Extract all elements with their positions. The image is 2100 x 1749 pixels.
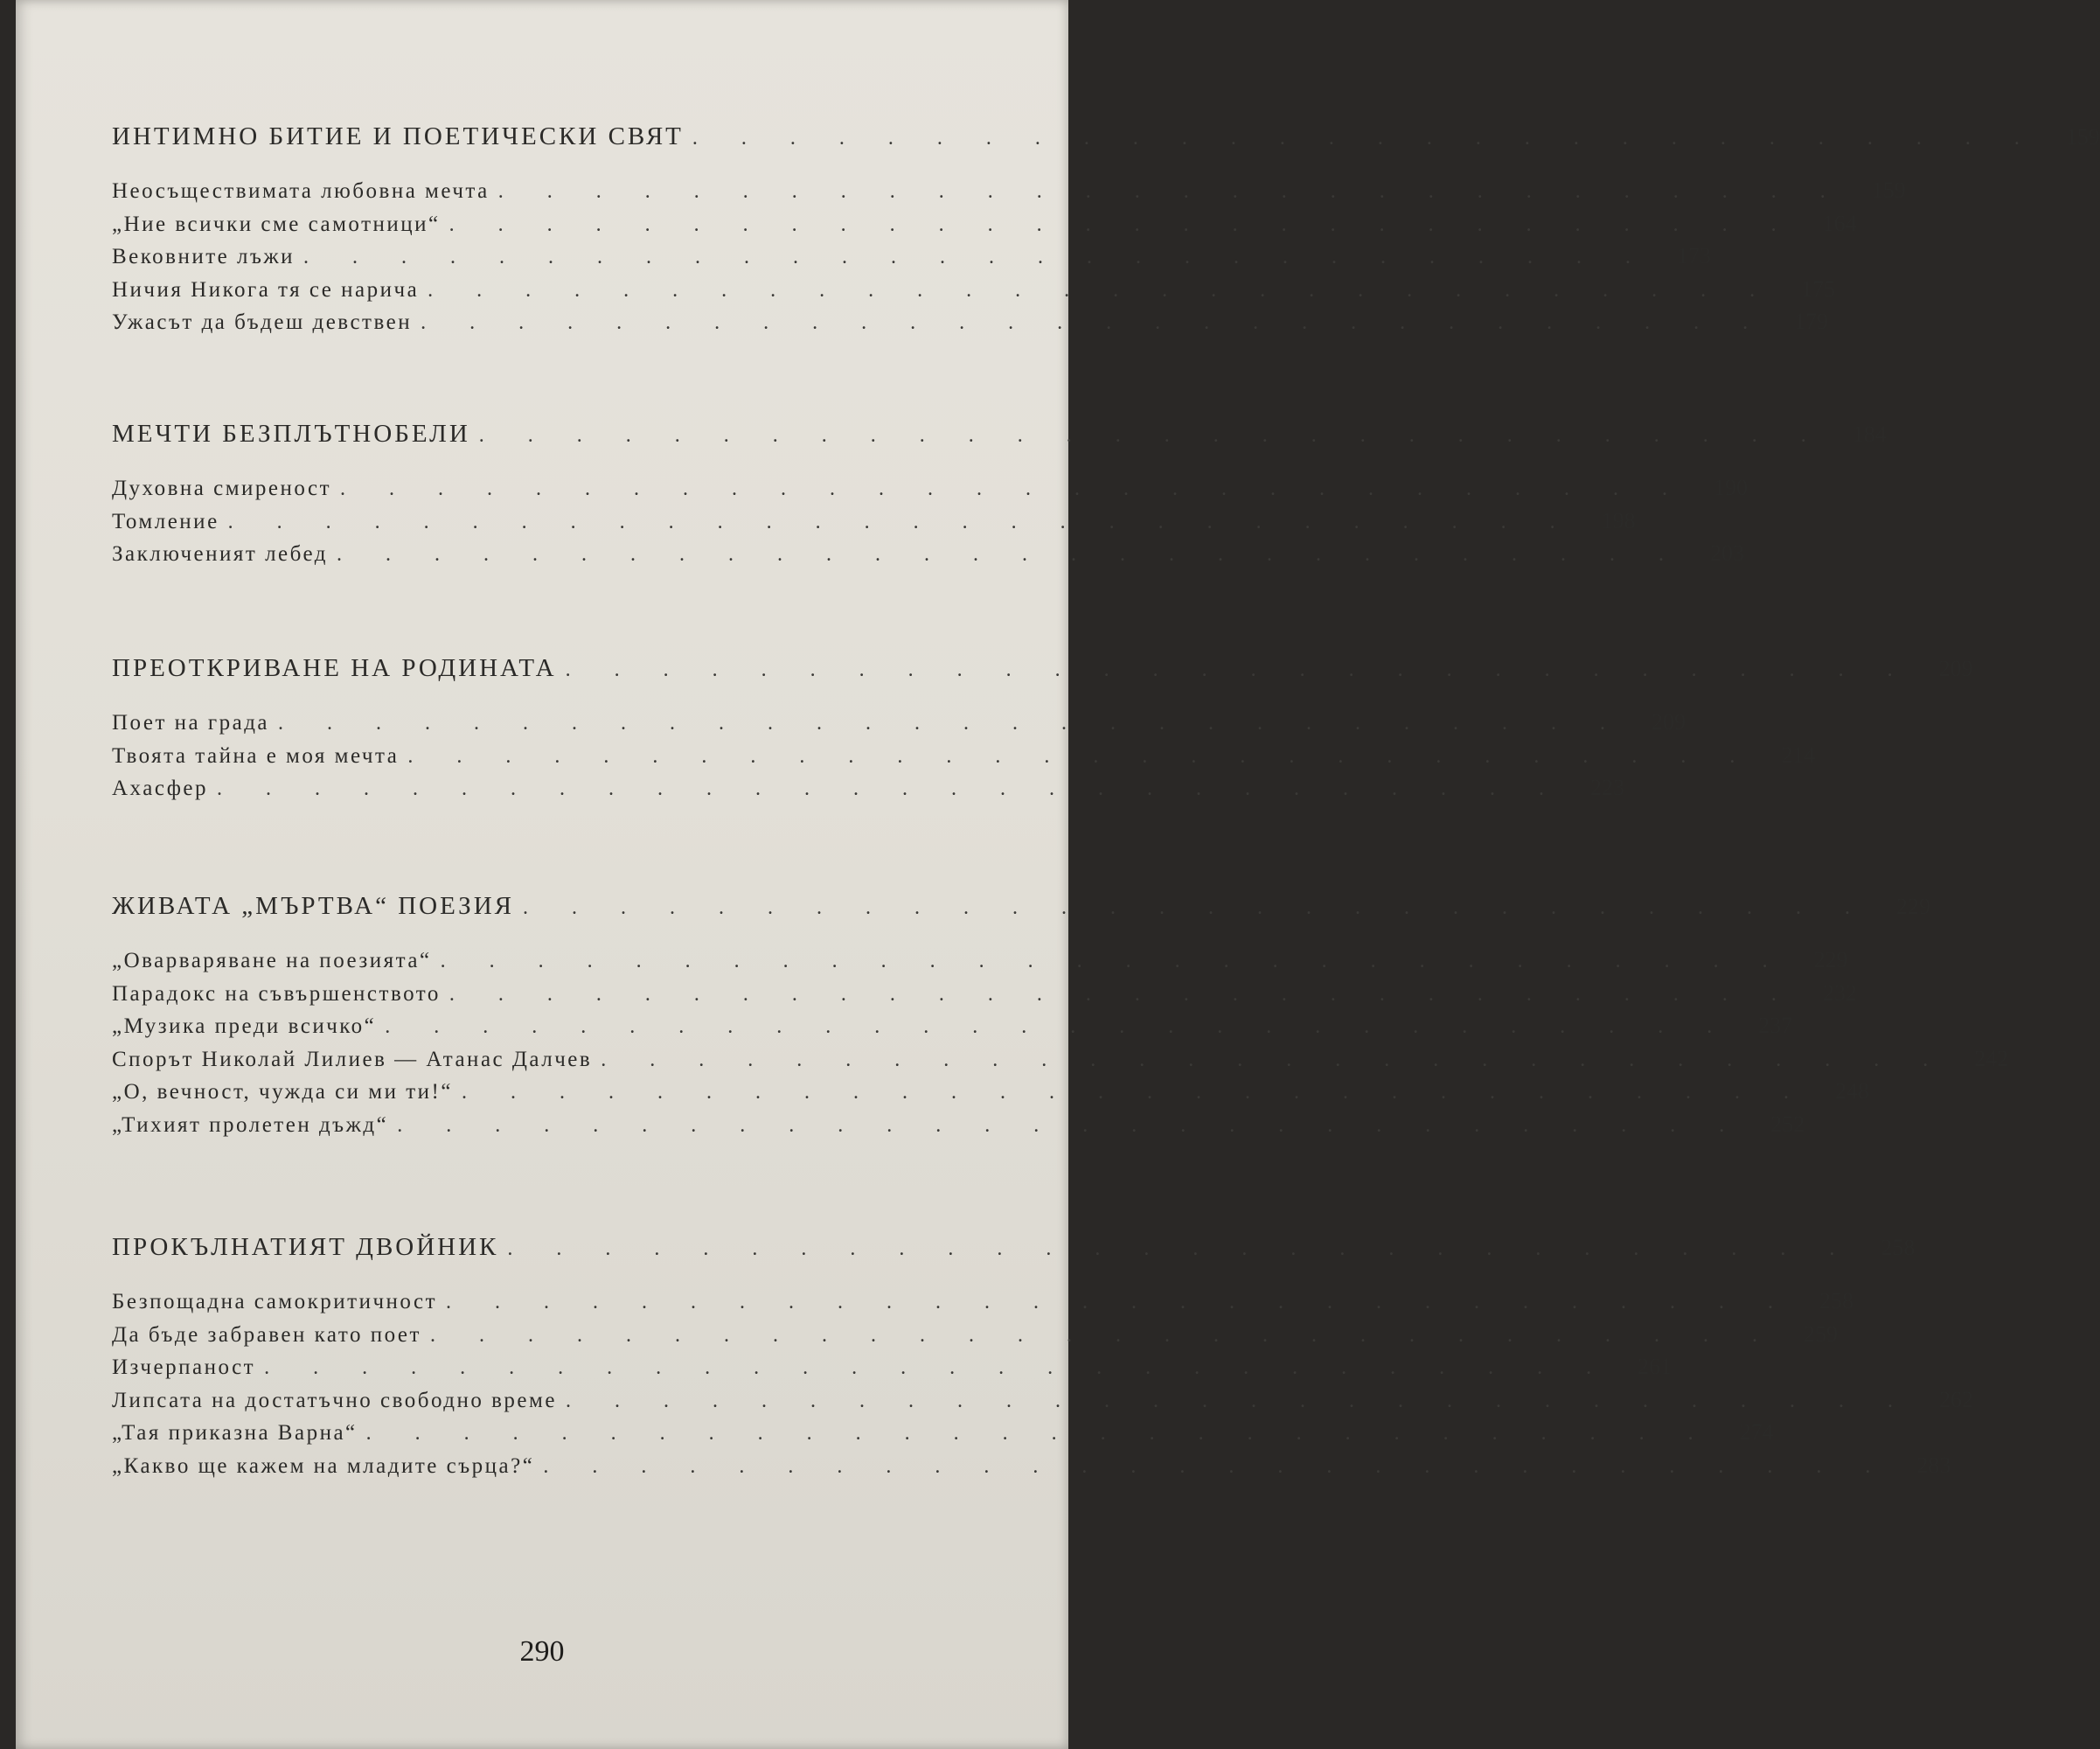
- toc-entry-page: 229: [1813, 947, 1848, 972]
- toc-entry-page: 209: [1651, 709, 1686, 735]
- toc-entry-page: 262: [1938, 1386, 1973, 1412]
- toc-entry-title: Да бъде забравен като поет: [112, 1322, 421, 1347]
- toc-entry-title: Твоята тайна е моя мечта: [112, 743, 400, 768]
- dot-leader: . . . . . . . . . . . . . . . . . . . . . . . . . . . .: [407, 744, 1755, 768]
- toc-entry-page: 283: [1916, 1452, 1951, 1478]
- section-heading-page: 209: [1938, 656, 1973, 681]
- dot-leader: . . . . . . . . . . . . . . . . . . . . . . . . . . . .: [385, 1015, 1732, 1038]
- dot-leader: . . . . . . . . . . . . . . . . . . . . . . . . . . . .: [421, 311, 1768, 334]
- dot-leader: . . . . . . . . . . . . . . . . . . . . . . . . . . . .: [227, 510, 1575, 533]
- toc-entry-title: Ничия Никога тя се нарича: [112, 277, 420, 302]
- toc-entry-title: Парадокс на съвършенството: [112, 981, 441, 1006]
- toc-entry-title: Духовна смиреност: [112, 477, 332, 500]
- toc-entry-title: Неосъществимата любовна мечта: [112, 179, 490, 203]
- dot-leader: . . . . . . . . . . . . . . . . . . . . . . . . . . . .: [565, 658, 1912, 681]
- dot-leader: . . . . . . . . . . . . . . . . . . . . . . . . . . . .: [522, 896, 1869, 919]
- dot-leader: . . . . . . . . . . . . . . . . . . . . . . . . . . . .: [446, 1291, 1793, 1313]
- section-heading-title: МЕЧТИ БЕЗПЛЪТНОБЕЛИ: [112, 420, 470, 448]
- toc-entry-page: 203: [1710, 540, 1745, 566]
- section-heading-title: ПРЕОТКРИВАНЕ НА РОДИНАТА: [112, 654, 557, 682]
- toc-entry-title: „Музика преди всичко“: [112, 1014, 377, 1038]
- toc-entry-title: Спорът Николай Лилиев — Атанас Далчев: [112, 1047, 593, 1071]
- toc-entry-page: 274: [1739, 1419, 1774, 1445]
- dot-leader: . . . . . . . . . . . . . . . . . . . . . . . . . . . .: [449, 982, 1796, 1006]
- dot-leader: . . . . . . . . . . . . . . . . . . . . . . . . . . . .: [397, 1113, 1744, 1137]
- toc-entry: [112, 1354, 1672, 1387]
- toc-entry-page: 259: [1803, 1320, 1838, 1347]
- toc-entry-page: 179: [1794, 309, 1829, 334]
- dot-leader: . . . . . . . . . . . . . . . . . . . . . . . . . . . .: [565, 1389, 1912, 1412]
- section-heading: [112, 122, 2100, 151]
- dot-leader: . . . . . . . . . . . . . . . . . . . . . . . . . . . .: [440, 950, 1787, 972]
- toc-entry: [112, 775, 1625, 808]
- toc-entry-title: Поет на града: [112, 711, 270, 735]
- toc-entry-title: „Ние всички сме самотници“: [112, 212, 441, 236]
- dot-leader: . . . . . . . . . . . . . . . . . . . . . . . . . . . .: [337, 543, 1684, 566]
- toc-section-2: [112, 420, 1887, 574]
- toc-entry-page: 237: [1758, 1013, 1793, 1038]
- dot-leader: . . . . . . . . . . . . . . . . . . . . . . . . . . . .: [461, 1081, 1808, 1104]
- toc-entry-page: 248: [1834, 1078, 1869, 1104]
- toc-entry-title: Ахасфер: [112, 777, 209, 800]
- toc-entry-title: „Тая приказна Варна“: [112, 1421, 358, 1445]
- dot-leader: . . . . . . . . . . . . . . . . . . . . . . . . . . . .: [365, 1422, 1713, 1445]
- toc-entry-page: 164: [1822, 210, 1857, 236]
- toc-entry-title: Изчерпаност: [112, 1355, 256, 1379]
- toc-entry-title: Безпощадна самокритичност: [112, 1290, 438, 1313]
- toc-entry-title: Ужасът да бъдеш девствен: [112, 310, 413, 334]
- dot-leader: . . . . . . . . . . . . . . . . . . . . . . . . . . . .: [278, 712, 1625, 735]
- section-heading-page: 258: [1881, 1235, 1916, 1260]
- dot-leader: . . . . . . . . . . . . . . . . . . . . . . . . . . . .: [429, 1323, 1777, 1347]
- toc-entry-page: 173: [1677, 243, 1712, 268]
- dot-leader: . . . . . . . . . . . . . . . . . . . . . . . . . . . .: [692, 127, 2039, 150]
- section-heading-title: ПРОКЪЛНАТИЯТ ДВОЙНИК: [112, 1233, 499, 1261]
- toc-entry: [112, 507, 1636, 541]
- toc-entry-title: Заключеният лебед: [112, 542, 329, 566]
- toc-entry-title: „Какво ще кажем на младите сърца?“: [112, 1453, 535, 1478]
- toc-entry: [112, 1452, 1951, 1486]
- toc-entry-page: 252: [1770, 1111, 1805, 1137]
- toc-entry: [112, 178, 1906, 211]
- toc-entry-page: 232: [1822, 979, 1857, 1006]
- dot-leader: . . . . . . . . . . . . . . . . . . . . . . . . . . . .: [497, 180, 1845, 203]
- toc-entry: [112, 979, 1857, 1014]
- toc-entry-page: 175: [1801, 275, 1836, 302]
- toc-entry: [112, 742, 1816, 776]
- page-number: 290: [519, 1635, 565, 1668]
- toc-entry: [112, 709, 1686, 742]
- toc-entry: [112, 1013, 1793, 1046]
- toc-entry-title: Томление: [112, 509, 219, 533]
- toc-entry-page: 214: [1781, 742, 1816, 768]
- toc-entry: [112, 540, 1745, 574]
- toc-entry-title: Вековните лъжи: [112, 245, 296, 268]
- toc-entry: [112, 275, 1836, 310]
- toc-section-3: [112, 654, 1973, 808]
- section-heading-page: 159: [2065, 124, 2100, 150]
- toc-entry: [112, 1386, 1973, 1420]
- toc-section-4: [112, 892, 2009, 1144]
- section-heading-title: ЖИВАТА „МЪРТВА“ ПОЕЗИЯ: [112, 892, 514, 920]
- toc-entry: [112, 1078, 1869, 1111]
- toc-entry: [112, 243, 1712, 276]
- dot-leader: . . . . . . . . . . . . . . . . . . . . . . . . . . . .: [449, 213, 1796, 236]
- toc-entry: [112, 947, 1848, 980]
- toc-section-5: [112, 1233, 1973, 1485]
- section-heading-page: 184: [1852, 422, 1887, 447]
- dot-leader: . . . . . . . . . . . . . . . . . . . . . . . . . . . .: [264, 1356, 1611, 1379]
- toc-entry: [112, 1320, 1838, 1355]
- toc-entry: [112, 309, 1829, 342]
- dot-leader: . . . . . . . . . . . . . . . . . . . . . . . . . . . .: [507, 1237, 1854, 1260]
- toc-entry-page: 190: [1714, 475, 1749, 500]
- section-heading-title: ИНТИМНО БИТИЕ И ПОЕТИЧЕСКИ СВЯТ: [112, 122, 684, 150]
- dot-leader: . . . . . . . . . . . . . . . . . . . . . . . . . . . .: [601, 1048, 1948, 1071]
- toc-entry-page: 261: [1638, 1354, 1672, 1379]
- toc-entry: [112, 1288, 1854, 1321]
- toc-entry: [112, 1419, 1774, 1453]
- dot-leader: . . . . . . . . . . . . . . . . . . . . . . . . . . . .: [217, 777, 1564, 800]
- toc-entry: [112, 1111, 1805, 1145]
- section-heading: [112, 654, 1973, 683]
- toc-section-1: [112, 122, 2100, 342]
- toc-entry-title: „Тихият пролетен дъжд“: [112, 1112, 389, 1137]
- toc-entry-page: 198: [1601, 507, 1636, 533]
- toc-entry-title: „Оварваряване на поезията“: [112, 949, 432, 972]
- dot-leader: . . . . . . . . . . . . . . . . . . . . . . . . . . . .: [543, 1454, 1890, 1478]
- dot-leader: . . . . . . . . . . . . . . . . . . . . . . . . . . . .: [428, 278, 1775, 302]
- section-heading: [112, 1233, 1916, 1262]
- dot-leader: . . . . . . . . . . . . . . . . . . . . . . . . . . . .: [478, 424, 1825, 447]
- toc-entry: [112, 475, 1749, 508]
- toc-entry: [112, 210, 1857, 244]
- toc-entry-title: „О, вечност, чужда си ми ти!“: [112, 1080, 453, 1104]
- toc-entry-page: 258: [1819, 1288, 1854, 1313]
- book-page: [16, 0, 2100, 1749]
- section-heading: [112, 420, 1887, 449]
- toc-entry-page: 242: [1974, 1045, 2009, 1071]
- section-heading-page: 229: [1895, 894, 1930, 919]
- toc-entry: [112, 1045, 2009, 1079]
- toc-entry-page: 223: [1590, 775, 1625, 800]
- toc-entry-title: Липсата на достатъчно свободно време: [112, 1388, 557, 1412]
- toc-entry-page: 159: [1871, 178, 1906, 203]
- dot-leader: . . . . . . . . . . . . . . . . . . . . . . . . . . . .: [340, 477, 1687, 500]
- dot-leader: . . . . . . . . . . . . . . . . . . . . . . . . . . . .: [303, 246, 1651, 268]
- section-heading: [112, 892, 1930, 921]
